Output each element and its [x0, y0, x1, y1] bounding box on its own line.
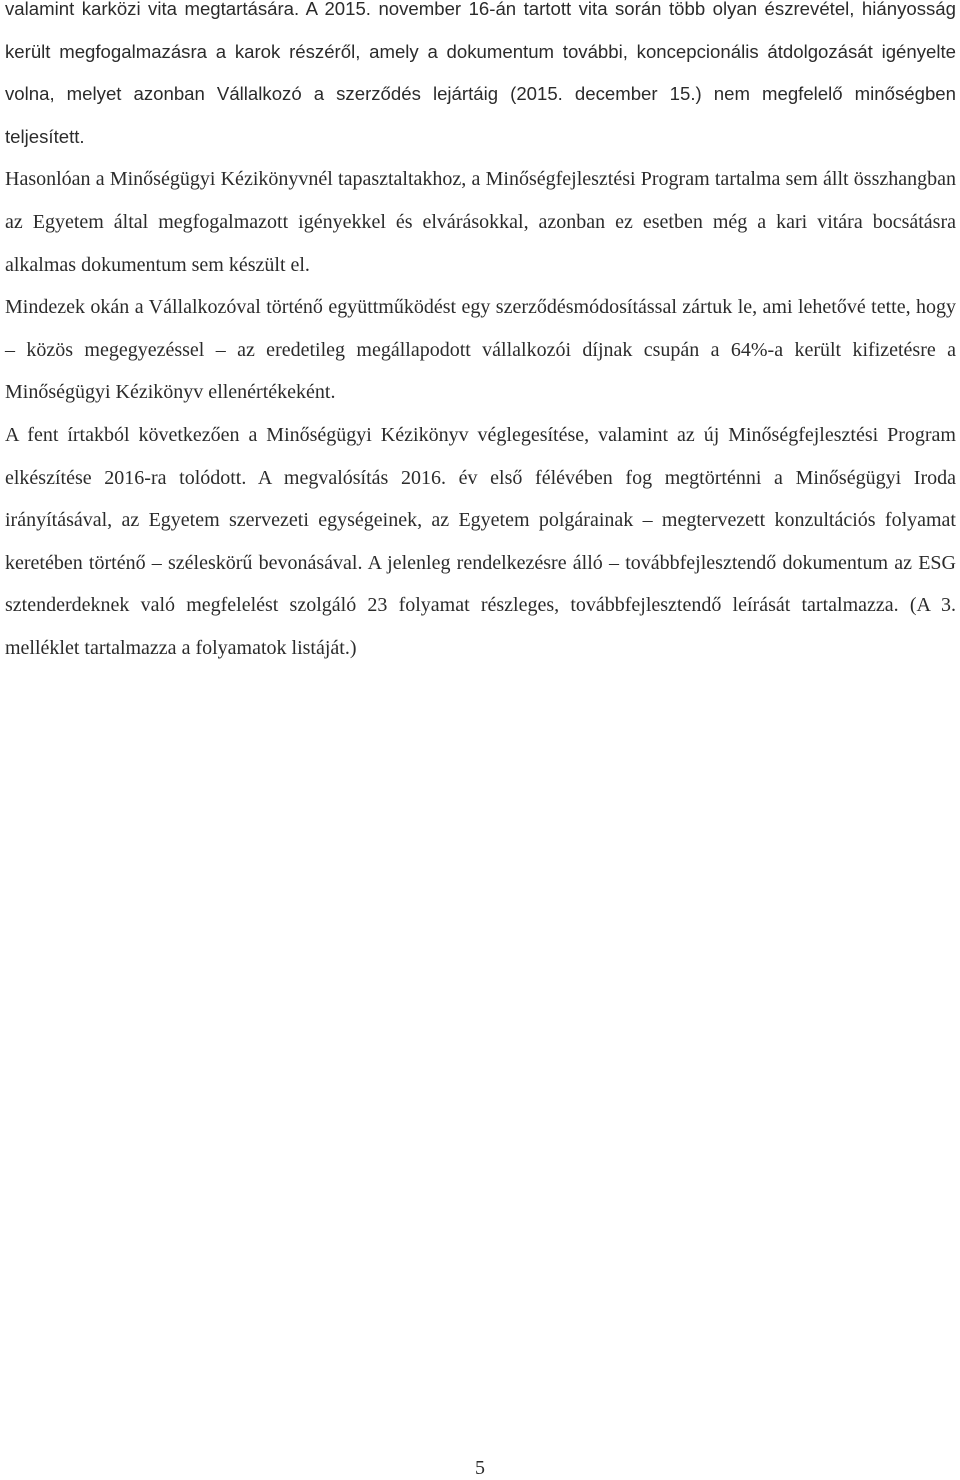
paragraph-development-program: Hasonlóan a Minőségügyi Kézikönyvnél tapasztaltakhoz, a Minőségfejlesztési Program tartalma sem állt összhangban az Egyetem által megfogalmazott igényekkel és elvárásokkal, azonban ez esetben még a kari vitára bocsátásra alkalmas dokumentum sem készült el. [5, 168, 956, 276]
page-number: 5 [475, 1457, 485, 1479]
paragraph-finalization-2016: A fent írtakból következően a Minőségügyi Kézikönyv véglegesítése, valamint az új Minőségfejlesztési Program elkészítése 2016-ra tolódott. A megvalósítás 2016. év első félévében fog megtörténni a Minőségügyi Iroda irányításával, az Egyetem szervezeti egységeinek, az Egyetem polgárainak – megtervezett konzultációs folyamat keretében történő – széleskörű bevonásával. A jelenleg rendelkezésre álló – továbbfejlesztendő dokumentum az ESG sztenderdeknek való megfelelést szolgáló 23 folyamat részleges, továbbfejlesztendő leírását tartalmazza. (A 3. melléklet tartalmazza a folyamatok listáját.) [5, 423, 956, 659]
document-body [5, 0, 956, 670]
paragraph-contract-expiry: valamint karközi vita megtartására. A 2015. november 16-án tartott vita során több olyan észrevétel, hiányosság került megfogalmazásra a karok részéről, amely a dokumentum további, koncepcionális átdolgozását igényelte volna, melyet azonban Vállalkozó a szerződés lejártáig (2015. december 15.) nem megfelelő minőségben teljesített. [5, 0, 956, 147]
paragraph-contract-amendment: Mindezek okán a Vállalkozóval történő együttműködést egy szerződésmódosítással zártuk le, ami lehetővé tette, hogy – közös megegyezéssel – az eredetileg megállapodott vállalkozói díjnak csupán a 64%-a került kifizetésre a Minőségügyi Kézikönyv ellenértékeként. [5, 296, 956, 404]
